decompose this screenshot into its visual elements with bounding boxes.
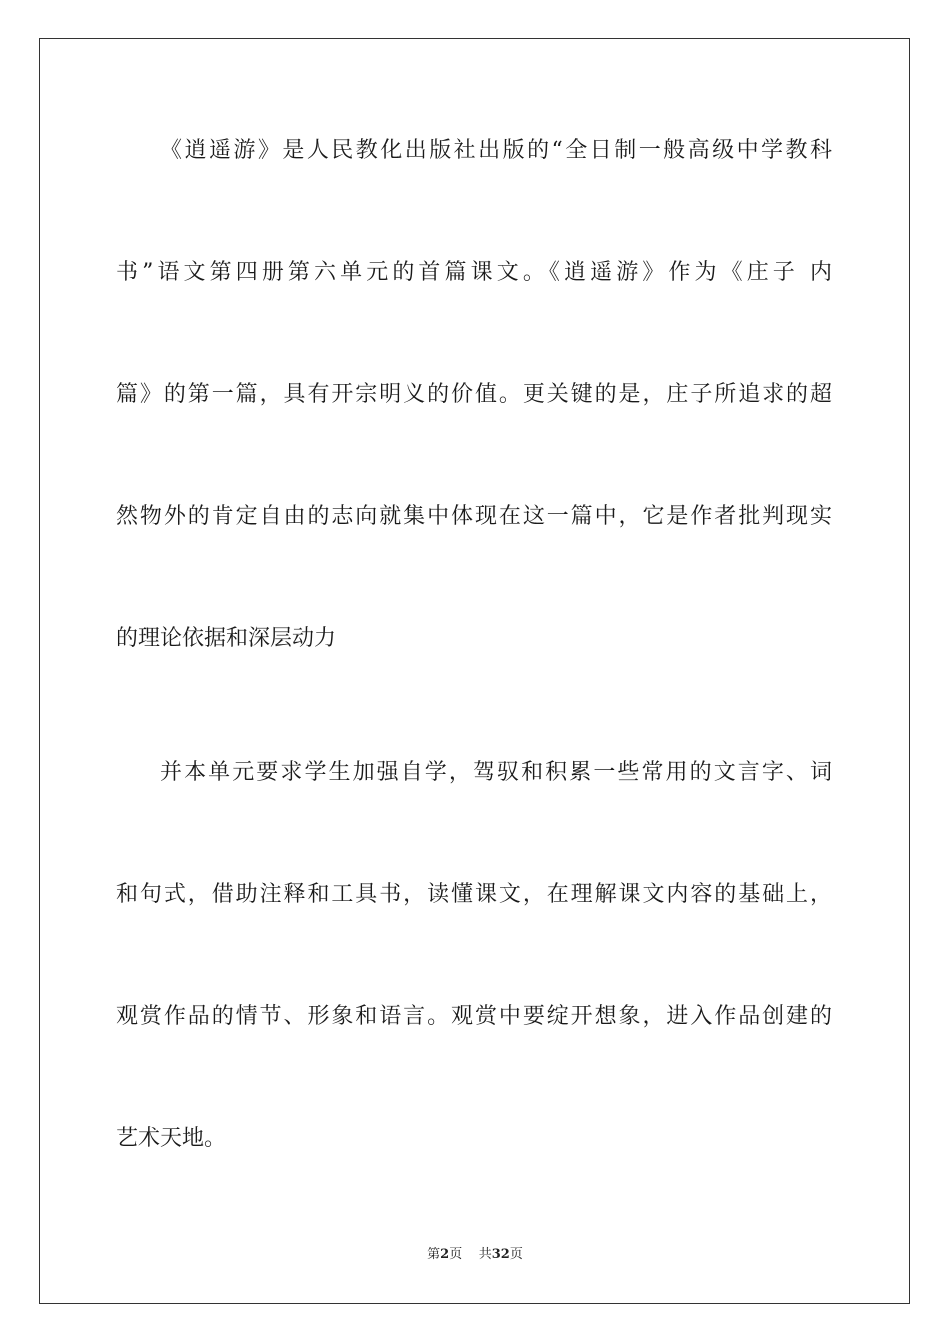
paragraph-1-line-4: 然物外的肯定自由的志向就集中体现在这一篇中，它是作者批判现实 (116, 504, 832, 529)
total-pages: 32 (491, 1247, 510, 1262)
total-prefix: 共 (478, 1247, 492, 1262)
page-suffix: 页 (449, 1247, 463, 1262)
page-footer (0, 1246, 950, 1264)
page-frame (39, 38, 910, 1304)
paragraph-2-line-2: 和句式，借助注释和工具书，读懂课文，在理解课文内容的基础上， (116, 882, 832, 907)
paragraph-2-line-1: 并本单元要求学生加强自学，驾驭和积累一些常用的文言字、词 (160, 760, 832, 785)
paragraph-1-line-3: 篇》的第一篇，具有开宗明义的价值。更关键的是，庄子所追求的超 (116, 382, 832, 407)
page-number: 2 (440, 1247, 450, 1262)
page-prefix: 第 (427, 1247, 441, 1262)
paragraph-2-line-3: 观赏作品的情节、形象和语言。观赏中要绽开想象，进入作品创建的 (116, 1004, 832, 1029)
paragraph-2-line-4: 艺术天地。 (116, 1126, 227, 1151)
paragraph-1-line-1: 《逍遥游》是人民教化出版社出版的“全日制一般高级中学教科 (160, 138, 832, 163)
total-suffix: 页 (509, 1247, 523, 1262)
paragraph-1-line-2: 书”语文第四册第六单元的首篇课文。《逍遥游》作为《庄子 内 (116, 260, 832, 285)
paragraph-1-line-5: 的理论依据和深层动力 (116, 626, 337, 651)
